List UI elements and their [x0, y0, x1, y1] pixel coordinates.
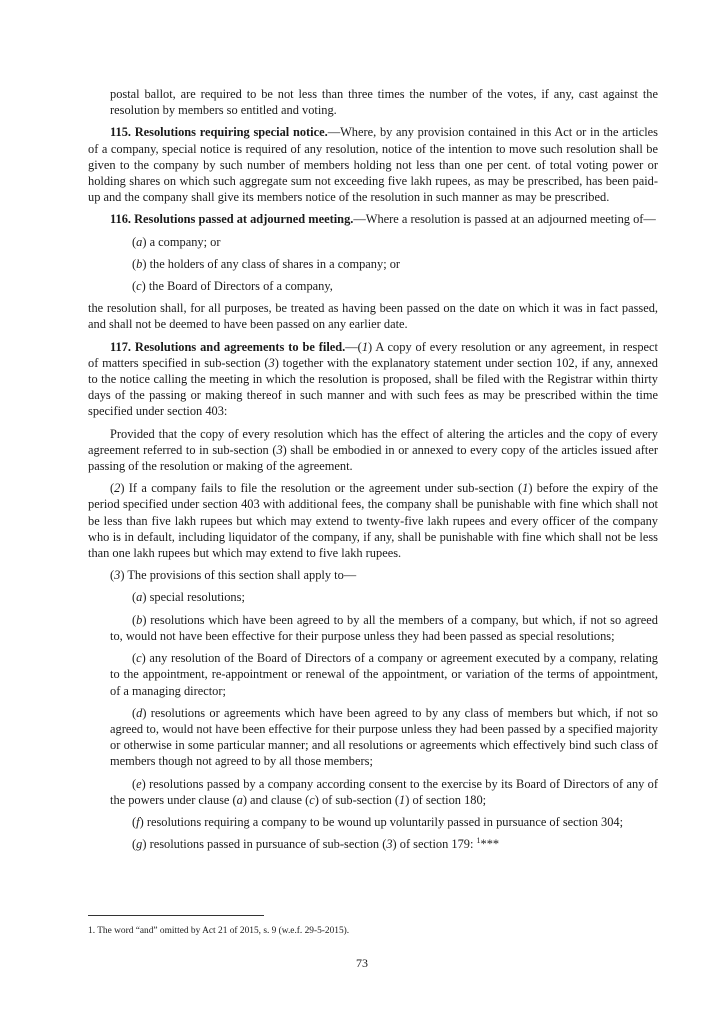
text-run: —( — [345, 339, 362, 354]
text-run: 3 — [268, 355, 275, 370]
section-heading: 115. Resolutions requiring special notice. — [110, 125, 328, 140]
text-run: *** — [480, 837, 500, 852]
text-run: ) If a company fails to file the resolution or the agreement under sub-section ( — [120, 481, 523, 496]
text-run: ) before the expiry of the period specified under section 403 with additional fees, the company shall be punishable with fine which shall not be less than five lakh rupees but which may extend to twenty-five lakh rupees and every officer of the company who is in default, including liquidator of the company, if any, shall be punishable with fine which shall not be less than one lakh rupees but which may extend to five lakh rupees. — [88, 481, 658, 561]
text-run: ) any resolution of the Board of Directors of a company or agreement executed by a company, relating to the appointment, re-appointment or renewal of the appointment, or variation of the terms of appointment, of a managing director; — [110, 651, 658, 698]
text-run: ( — [132, 837, 137, 852]
text-run: Provided that the copy of every resolution which has the effect of altering the articles and the copy of every agreement referred to in sub-section ( — [88, 426, 658, 457]
text-run: ) together with the explanatory statement under section 102, if any, annexed to the notice calling the meeting in which the resolution is proposed, shall be filed with the Registrar within thirty days of the passing or making thereof in such manner and with such fees as may be prescribed within the time specified under section 403: — [88, 355, 658, 419]
text-run: ) A copy of every resolution or any agreement, in respect of matters specified in sub-section ( — [88, 339, 658, 370]
text-run: ( — [110, 481, 115, 496]
text-run: ) of section 179: — [392, 837, 477, 852]
text-run: f — [136, 814, 140, 829]
text-run: ) The provisions of this section shall apply to— — [120, 568, 357, 583]
text-run: a — [136, 234, 143, 249]
paragraph — [88, 426, 658, 475]
text-run: ) shall be embodied in or annexed to every copy of the articles issued after passing of the resolution or making of the agreement. — [88, 442, 658, 474]
text-run: ) the Board of Directors of a company, — [141, 279, 333, 294]
text-run: 1 — [399, 792, 406, 807]
text-run: c — [136, 651, 142, 666]
paragraph — [88, 650, 658, 699]
text-run: d — [136, 705, 143, 720]
paragraph — [88, 480, 658, 561]
section-heading: 116. Resolutions passed at adjourned meeting. — [110, 212, 354, 227]
text-run: ) resolutions requiring a company to be wound up voluntarily passed in pursuance of section 304; — [139, 814, 624, 829]
text-run: 1 — [361, 339, 369, 354]
text-run: c — [309, 792, 315, 807]
text-run: 3 — [114, 568, 121, 583]
section-heading: 117. Resolutions and agreements to be filed. — [110, 339, 346, 354]
text-run: 2 — [114, 481, 121, 496]
text-run: ( — [132, 776, 137, 791]
text-run: ) a company; or — [142, 234, 221, 249]
paragraph — [88, 567, 658, 583]
paragraph — [88, 814, 658, 830]
text-run: b — [136, 612, 143, 627]
text-run: e — [136, 776, 142, 791]
text-run: ( — [132, 590, 137, 605]
text-run: 3 — [276, 442, 283, 457]
text-run: —Where a resolution is passed at an adjourned meeting of— — [353, 212, 656, 227]
text-run: c — [136, 279, 142, 294]
document-body — [88, 86, 658, 858]
text-run: a — [236, 792, 243, 807]
text-run: ( — [132, 279, 137, 294]
paragraph — [88, 211, 658, 227]
text-run: postal ballot, are required to be not less than three times the number of the votes, if any, cast against the resolution by members so entitled and voting. — [110, 87, 658, 118]
paragraph — [88, 300, 658, 332]
text-run: ( — [110, 568, 115, 583]
text-run: ) of section 180; — [405, 792, 487, 807]
text-run: g — [136, 837, 143, 852]
footnote-divider — [88, 915, 264, 916]
paragraph — [88, 278, 658, 294]
paragraph — [88, 776, 658, 808]
text-run: ( — [132, 612, 137, 627]
paragraph — [88, 234, 658, 250]
text-run: ) of sub-section ( — [314, 792, 400, 807]
paragraph — [88, 256, 658, 272]
paragraph — [88, 589, 658, 605]
text-run: 3 — [386, 837, 393, 852]
text-run: ) resolutions passed in pursuance of sub-section ( — [142, 837, 387, 852]
page-number: 73 — [356, 956, 368, 970]
paragraph — [88, 124, 658, 205]
text-run: ( — [132, 256, 137, 271]
text-run: the resolution shall, for all purposes, be treated as having been passed on the date on which it was in fact passed, and shall not be deemed to have been passed on any earlier date. — [88, 301, 658, 332]
text-run: —Where, by any provision contained in this Act or in the articles of a company, special notice is required of any resolution, notice of the intention to move such resolution shall be given to the company by such number of members holding not less than one per cent. of total voting power or holding shares on which such aggregate sum not exceeding five lakh rupees, as may be prescribed, has been paid-up and the company shall give its members notice of the resolution in such manner as may be prescribed. — [88, 125, 658, 205]
paragraph — [88, 86, 658, 118]
text-run: ( — [132, 814, 137, 829]
text-run: b — [136, 256, 143, 271]
text-run: ) resolutions or agreements which have been agreed to by any class of members but which, if not so agreed to, would not have been effective for their purpose unless they had been passed by a specified majority or otherwise in some particular manner; and all resolutions or agreements which effectively bind such class of members though not agreed to by all those members; — [110, 705, 658, 769]
text-run: ) resolutions which have been agreed to by all the members of a company, but which, if not so agreed to, would not have been effective for their purpose unless they had been passed as special resolutions; — [110, 612, 658, 643]
text-run: a — [136, 590, 143, 605]
footnote-marker: 1 — [476, 836, 481, 845]
paragraph — [88, 612, 658, 644]
text-run: ( — [132, 651, 137, 666]
paragraph — [88, 705, 658, 770]
footnote: 1. The word “and” omitted by Act 21 of 2015, s. 9 (w.e.f. 29-5-2015). — [88, 926, 350, 936]
text-run: ) the holders of any class of shares in a company; or — [142, 256, 401, 271]
text-run: ( — [132, 705, 137, 720]
paragraph — [88, 339, 658, 420]
text-run: ) and clause ( — [242, 792, 310, 807]
text-run: ) resolutions passed by a company according consent to the exercise by its Board of Directors of any of the powers under clause ( — [110, 776, 658, 807]
paragraph — [88, 836, 658, 852]
text-run: ) special resolutions; — [142, 590, 245, 605]
text-run: 1 — [522, 481, 529, 496]
text-run: ( — [132, 234, 137, 249]
